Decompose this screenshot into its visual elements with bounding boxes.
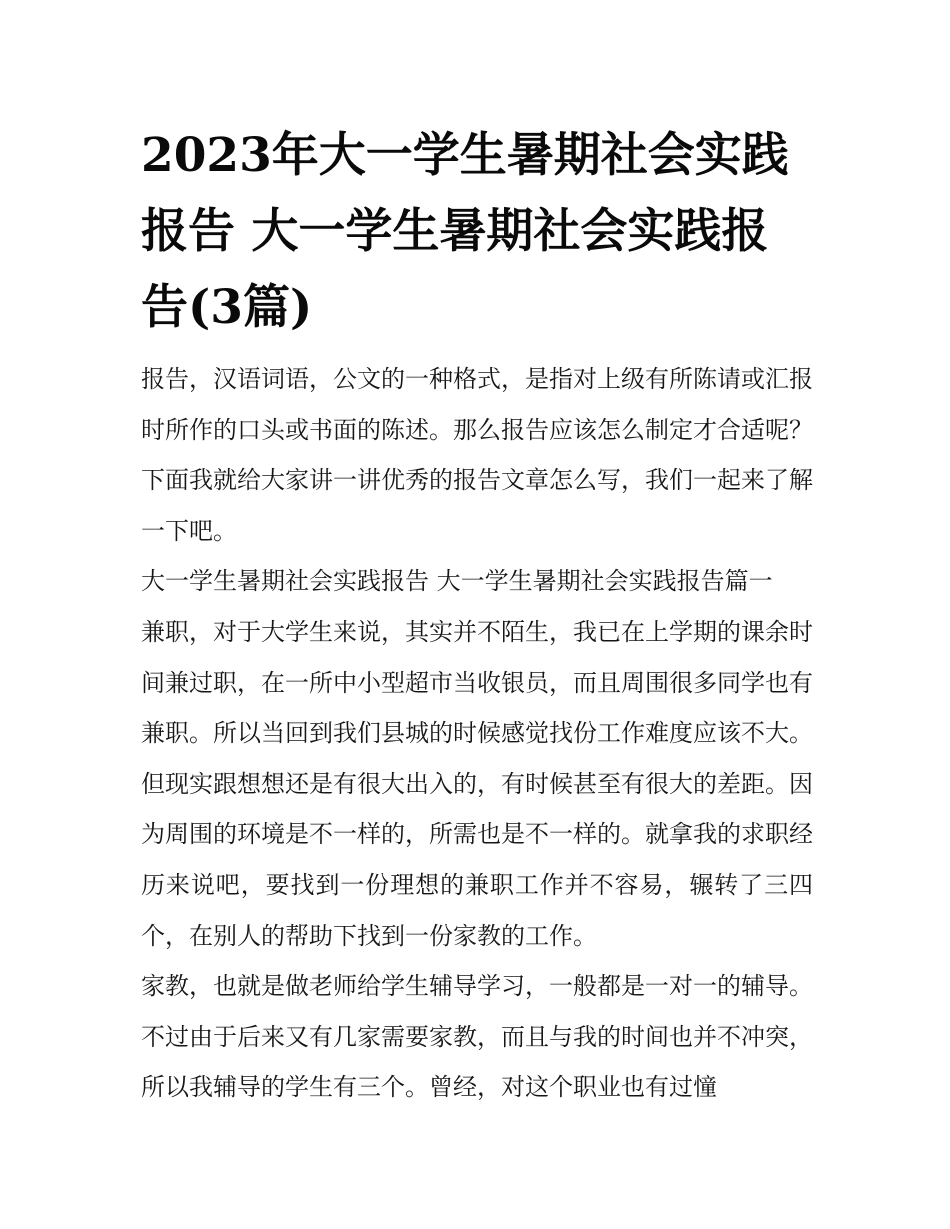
document-page — [141, 118, 813, 1113]
document-title: 2023年大一学生暑期社会实践报告 大一学生暑期社会实践报告(3篇) — [141, 128, 789, 335]
section-heading-paragraph: 大一学生暑期社会实践报告 大一学生暑期社会实践报告篇一 — [141, 567, 773, 596]
body-paragraph-part-time-job: 兼职，对于大学生来说，其实并不陌生，我已在上学期的课余时间兼过职，在一所中小型超市当收银员，而且周围很多同学也有兼职。所以当回到我们县城的时候感觉找份工作难度应该不大。但现实跟想想还是有很大出入的，有时候甚至有很大的差距。因为周围的环境是不一样的，所需也是不一样的。就拿我的求职经历来说吧，要找到一份理想的兼职工作并不容易，辗转了三四个，在别人的帮助下找到一份家教的工作。 — [141, 617, 813, 950]
body-paragraph-tutoring: 家教，也就是做老师给学生辅导学习，一般都是一对一的辅导。不过由于后来又有几家需要家教，而且与我的时间也并不冲突，所以我辅导的学生有三个。曾经，对这个职业也有过憧 — [141, 972, 813, 1102]
intro-paragraph: 报告，汉语词语，公文的一种格式，是指对上级有所陈请或汇报时所作的口头或书面的陈述。那么报告应该怎么制定才合适呢？下面我就给大家讲一讲优秀的报告文章怎么写，我们一起来了解一下吧。 — [141, 365, 813, 545]
